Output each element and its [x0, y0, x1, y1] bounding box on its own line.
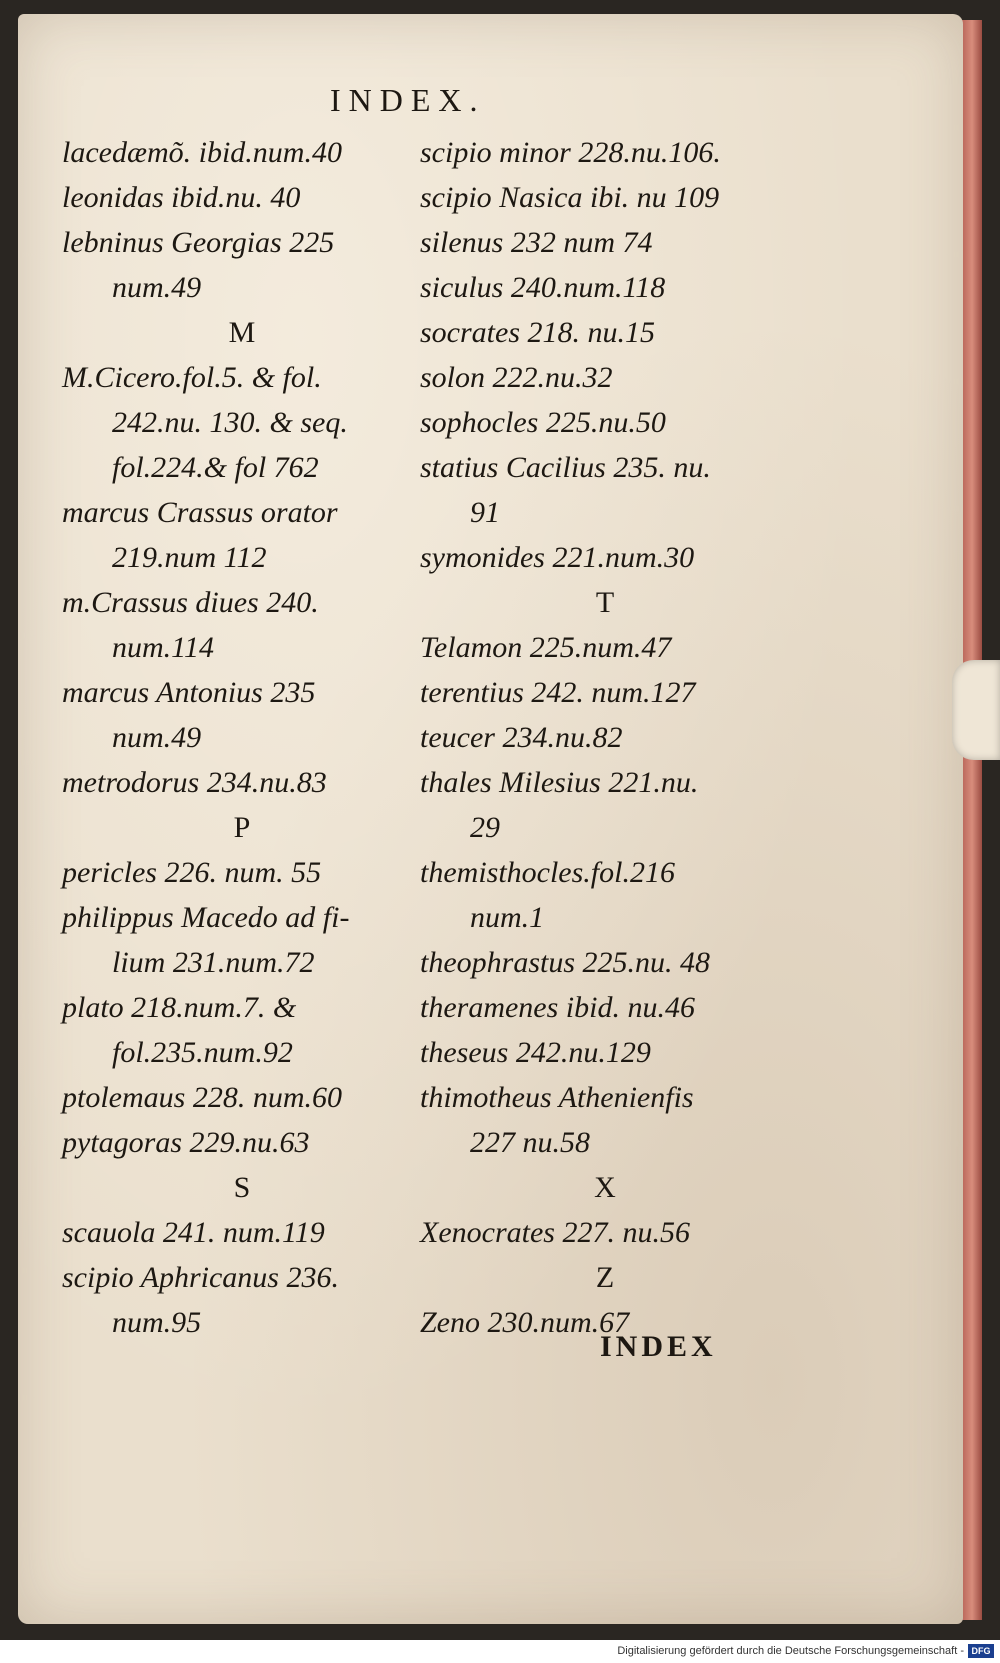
digitization-footer	[0, 1640, 1000, 1663]
index-entry: fol.224.& fol 762	[112, 451, 319, 484]
index-entry: scipio minor 228.nu.106.	[420, 136, 721, 169]
index-entry: siculus 240.num.118	[420, 271, 666, 304]
index-entry: 219.num 112	[112, 541, 267, 574]
index-entry: 91	[470, 496, 500, 529]
index-entry: symonides 221.num.30	[420, 541, 695, 574]
footer-text: Digitalisierung gefördert durch die Deutsche Forschungsgemeinschaft -	[617, 1645, 964, 1657]
index-entry: metrodorus 234.nu.83	[62, 766, 327, 799]
index-column-right	[420, 130, 790, 1345]
index-entry: theophrastus 225.nu. 48	[420, 946, 711, 979]
section-letter: P	[233, 811, 251, 844]
dfg-logo: DFG	[968, 1644, 994, 1658]
index-entry: lium 231.num.72	[112, 946, 315, 979]
index-entry: teucer 234.nu.82	[420, 721, 623, 754]
catchword: INDEX	[600, 1330, 717, 1363]
index-entry: Xenocrates 227. nu.56	[420, 1216, 690, 1249]
index-entry: m.Crassus diues 240.	[62, 586, 319, 619]
index-entry: terentius 242. num.127	[420, 676, 696, 709]
index-entry: Zeno 230.num.67	[420, 1306, 630, 1339]
section-letter: M	[228, 316, 256, 349]
index-entry: marcus Antonius 235	[62, 676, 316, 709]
index-entry: M.Cicero.fol.5. & fol.	[62, 361, 322, 394]
section-letter: T	[595, 586, 615, 619]
index-entry: silenus 232 num 74	[420, 226, 653, 259]
index-entry: num.114	[112, 631, 214, 664]
index-entry: sophocles 225.nu.50	[420, 406, 666, 439]
index-entry: ptolemaus 228. num.60	[62, 1081, 342, 1114]
index-column-left	[62, 130, 422, 1345]
section-letter: X	[594, 1171, 616, 1204]
index-entry: socrates 218. nu.15	[420, 316, 655, 349]
index-entry: 227 nu.58	[470, 1126, 590, 1159]
index-entry: lacedæmõ. ibid.num.40	[62, 136, 342, 169]
index-entry: scauola 241. num.119	[62, 1216, 325, 1249]
clasp-tab	[952, 660, 1000, 760]
index-entry: Telamon 225.num.47	[420, 631, 672, 664]
section-letter: S	[233, 1171, 251, 1204]
index-entry: theramenes ibid. nu.46	[420, 991, 695, 1024]
index-entry: thales Milesius 221.nu.	[420, 766, 699, 799]
index-entry: solon 222.nu.32	[420, 361, 613, 394]
index-entry: themisthocles.fol.216	[420, 856, 675, 889]
index-entry: num.49	[112, 271, 202, 304]
index-entry: plato 218.num.7. &	[62, 991, 297, 1024]
index-entry: scipio Aphricanus 236.	[62, 1261, 339, 1294]
index-entry: 242.nu. 130. & seq.	[112, 406, 348, 439]
index-entry: scipio Nasica ibi. nu 109	[420, 181, 720, 214]
index-entry: num.95	[112, 1306, 202, 1339]
index-entry: philippus Macedo ad fi-	[62, 901, 350, 934]
index-entry: num.1	[470, 901, 545, 934]
index-entry: theseus 242.nu.129	[420, 1036, 651, 1069]
index-entry: fol.235.num.92	[112, 1036, 293, 1069]
index-entry: marcus Crassus orator	[62, 496, 338, 529]
page-edge	[962, 20, 982, 1620]
index-entry: num.49	[112, 721, 202, 754]
index-entry: pericles 226. num. 55	[62, 856, 322, 889]
index-entry: 29	[470, 811, 500, 844]
index-entry: leonidas ibid.nu. 40	[62, 181, 301, 214]
section-letter: Z	[595, 1261, 615, 1294]
index-entry: thimotheus Athenienfis	[420, 1081, 694, 1114]
index-entry: pytagoras 229.nu.63	[62, 1126, 310, 1159]
index-entry: statius Cacilius 235. nu.	[420, 451, 711, 484]
page-header: INDEX.	[330, 82, 486, 118]
index-entry: lebninus Georgias 225	[62, 226, 335, 259]
